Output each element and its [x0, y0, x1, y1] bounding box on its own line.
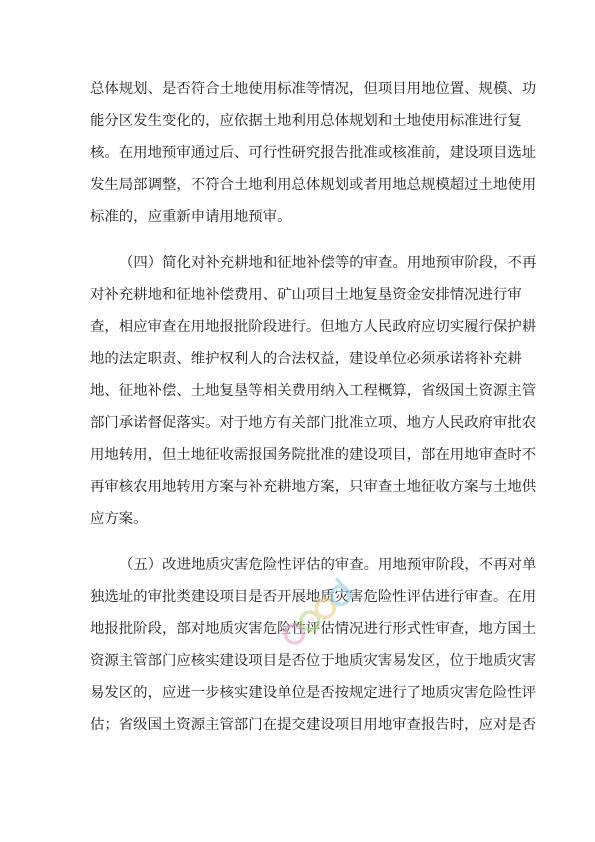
paragraph-line: 部门承诺督促落实。对于地方有关部门批准立项、地方人民政府审批农	[90, 415, 537, 431]
paragraph-line: 对补充耕地和征地补偿费用、矿山项目土地复垦资金安排情况进行审	[90, 287, 522, 303]
paragraph-line: 地、征地补偿、土地复垦等相关费用纳入工程概算，省级国土资源主管	[90, 383, 537, 399]
paragraph-line: 资源主管部门应核实建设项目是否位于地质灾害易发区，位于地质灾害	[90, 653, 537, 669]
paragraph-line: 地的法定职责、维护权利人的合法权益，建设单位必须承诺将补充耕	[90, 351, 522, 367]
paragraph-line: 标准的，应重新申请用地预审。	[90, 209, 292, 225]
paragraph-line: 再审核农用地转用方案与补充耕地方案，只审查土地征收方案与土地供	[90, 479, 537, 495]
paragraph-line: 易发区的，应进一步核实建设单位是否按规定进行了地质灾害危险性评	[90, 685, 537, 701]
paragraph-line: 应方案。	[90, 511, 148, 527]
paragraph-line: （五）改进地质灾害危险性评估的审查。用地预审阶段，不再对单	[119, 557, 537, 573]
paragraph-line: （四）简化对补充耕地和征地补偿等的审查。用地预审阶段，不再	[119, 255, 537, 271]
paragraph-line: 总体规划、是否符合土地使用标准等情况，但项目用地位置、规模、功	[90, 81, 537, 97]
paragraph-line: 能分区发生变化的，应依据土地利用总体规划和土地使用标准进行复	[90, 113, 522, 129]
paragraph-line: 发生局部调整，不符合土地利用总体规划或者用地总规模超过土地使用	[90, 177, 537, 193]
paragraph-line: 查，相应审查在用地报批阶段进行。但地方人民政府应切实履行保护耕	[90, 319, 537, 335]
paragraph-line: 地报批阶段，部对地质灾害危险性评估情况进行形式性审查，地方国土	[90, 621, 537, 637]
paragraph-line: 估；省级国土资源主管部门在提交建设项目用地审查报告时，应对是否	[90, 717, 537, 733]
paragraph-line: 核。在用地预审通过后、可行性研究报告批准或核准前，建设项目选址	[90, 145, 537, 161]
paragraph-line: 用地转用，但土地征收需报国务院批准的建设项目，部在用地审查时不	[90, 447, 537, 463]
paragraph-line: 独选址的审批类建设项目是否开展地质灾害危险性评估进行审查。在用	[90, 589, 537, 605]
